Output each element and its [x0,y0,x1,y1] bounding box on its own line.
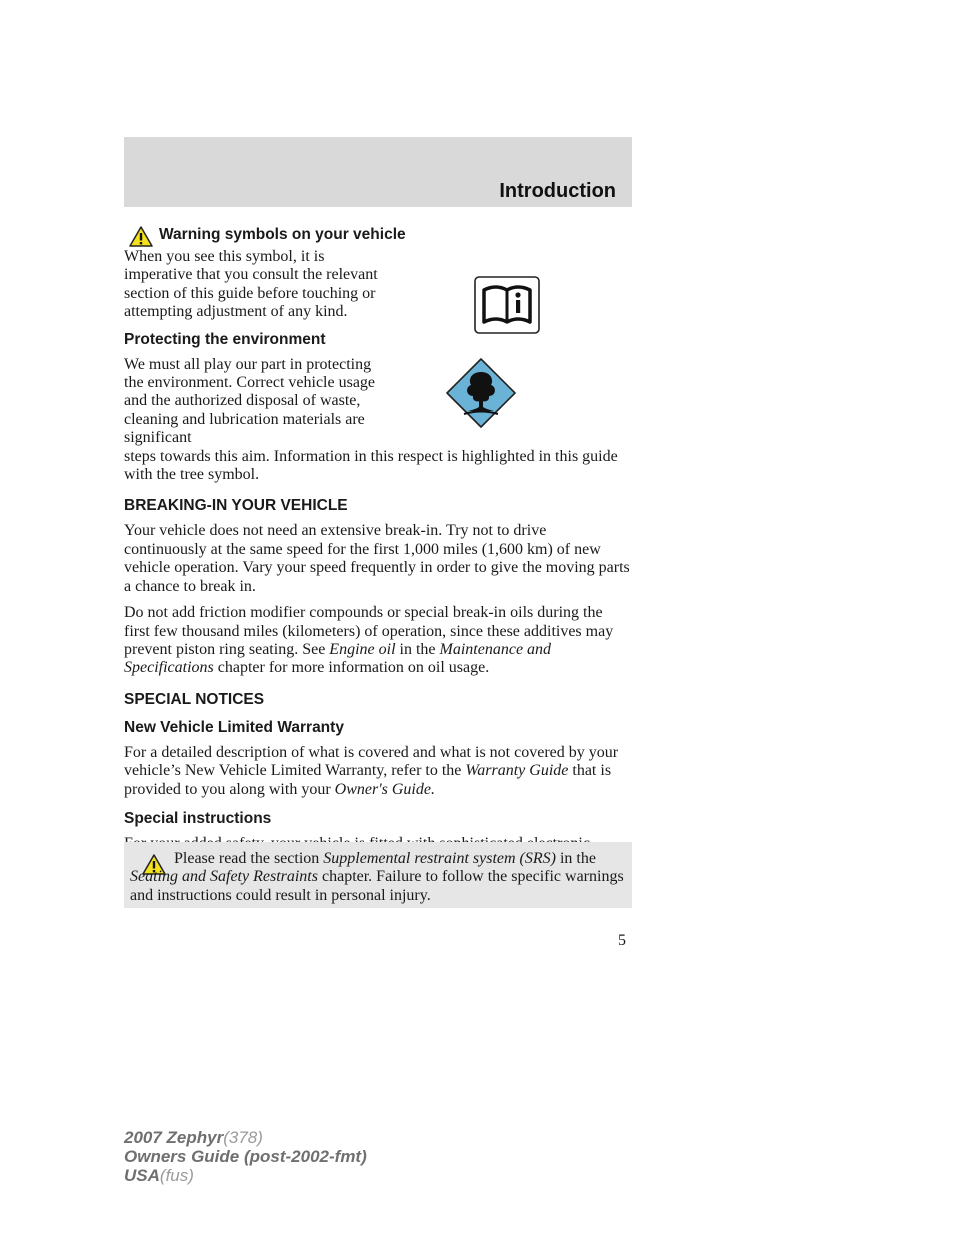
warning-symbols-body: When you see this symbol, it is imperative that you consult the relevant section of this guide before touching or attempting adjustment of any kind. [124,248,378,321]
footer-market: USA [124,1166,160,1185]
special-notices-heading: SPECIAL NOTICES [124,690,265,708]
owners-guide-reference: Owner's Guide. [334,780,435,798]
environment-body-wide: steps towards this aim. Information in this respect is highlighted in this guide with the tree symbol. [124,447,618,484]
footer-model-code: (378) [223,1128,263,1147]
srs-warning-text: Please read the section Supplemental restraint system (SRS) in the Seating and Safety Restraints chapter. Failure to follow the specific warnings and instructions could result in personal injury. [130,850,624,904]
warning-triangle-icon [129,226,153,247]
book-info-icon [474,276,540,334]
breaking-in-paragraph-2: Do not add friction modifier compounds or special break-in oils during the first few thousand miles (kilometers) of operation, since these additives may prevent piston ring seating. See Engine oil in the Maintenance and Specifications chapter for more information on oil usage. [124,604,614,677]
tree-diamond-icon [446,358,516,428]
maintenance-chapter-reference: Maintenance and Specifications [124,640,552,677]
warning-symbols-heading: Warning symbols on your vehicle [159,226,406,243]
warning-symbols-block [124,248,632,322]
engine-oil-reference: Engine oil [329,640,396,658]
warranty-paragraph: For a detailed description of what is covered and what is not covered by your vehicle’s New Vehicle Limited Warranty, refer to the Warranty Guide that is provided to you along with your Owner's Guide. [124,743,619,798]
print-footer [124,1128,367,1185]
warning-symbols-heading-row [124,224,632,248]
srs-reference: Supplemental restraint system (SRS) [323,850,556,867]
header-band [124,137,632,207]
seating-chapter-reference: Seating and Safety Restraints [130,868,318,886]
footer-market-code: (fus) [159,1166,194,1185]
environment-heading: Protecting the environment [124,330,326,348]
chapter-title: Introduction [499,180,616,202]
special-instructions-heading: Special instructions [124,809,272,827]
srs-warning-notice [124,842,632,908]
warranty-guide-reference: Warranty Guide [465,762,569,780]
page-content [124,222,632,872]
breaking-in-paragraph-1: Your vehicle does not need an extensive break-in. Try not to drive continuously at the same speed for the first 1,000 miles (1,600 km) of new vehicle operation. Vary your speed frequently in order to give the moving parts a chance to break in. [124,522,630,595]
warranty-heading: New Vehicle Limited Warranty [124,718,344,736]
footer-model: 2007 Zephyr [124,1128,224,1147]
breaking-in-heading: BREAKING-IN YOUR VEHICLE [124,497,348,515]
footer-guide-format: Owners Guide (post-2002-fmt) [124,1147,367,1166]
environment-block [124,356,632,485]
page-number: 5 [618,932,626,949]
environment-body-narrow: We must all play our part in protecting the environment. Correct vehicle usage and the authorized disposal of waste, cleaning and lubrication materials are significant [124,355,376,447]
